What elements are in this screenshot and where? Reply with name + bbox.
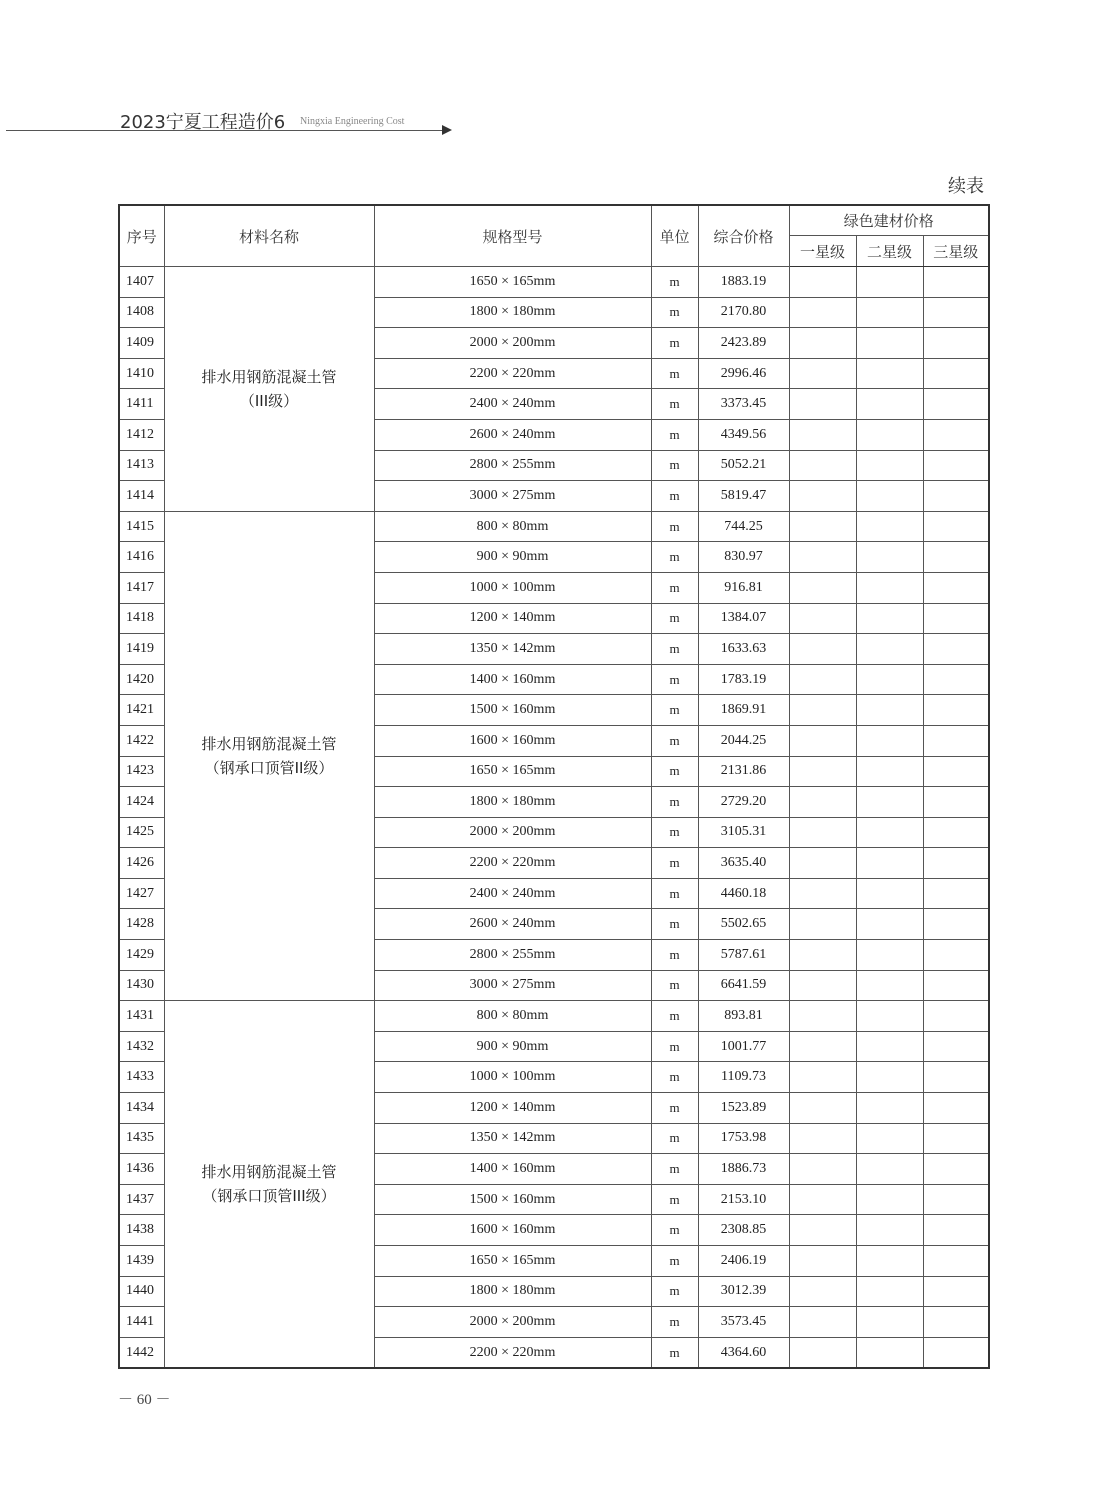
cell-unit: m <box>651 1001 698 1032</box>
cell-unit: m <box>651 542 698 573</box>
cell-unit: m <box>651 725 698 756</box>
table-body <box>119 267 989 1369</box>
cell-star1 <box>789 1001 856 1032</box>
cell-unit: m <box>651 1123 698 1154</box>
cell-spec: 800 × 80mm <box>374 1001 651 1032</box>
cell-price: 916.81 <box>698 572 789 603</box>
cell-spec: 2600 × 240mm <box>374 419 651 450</box>
cell-star3 <box>923 1246 989 1277</box>
cell-star3 <box>923 419 989 450</box>
cell-price: 1783.19 <box>698 664 789 695</box>
cell-price: 2044.25 <box>698 725 789 756</box>
cell-price: 744.25 <box>698 511 789 542</box>
cell-seq: 1420 <box>119 664 164 695</box>
cell-star3 <box>923 1307 989 1338</box>
cell-spec: 1200 × 140mm <box>374 1093 651 1124</box>
cell-star2 <box>856 695 923 726</box>
cell-star2 <box>856 817 923 848</box>
cell-unit: m <box>651 695 698 726</box>
page-number: － 60 － <box>118 1392 171 1408</box>
cell-price: 4460.18 <box>698 878 789 909</box>
cell-seq: 1411 <box>119 389 164 420</box>
cell-seq: 1441 <box>119 1307 164 1338</box>
cell-spec: 2200 × 220mm <box>374 848 651 879</box>
cell-star1 <box>789 358 856 389</box>
cell-star2 <box>856 940 923 971</box>
cell-seq: 1436 <box>119 1154 164 1185</box>
cell-spec: 1600 × 160mm <box>374 1215 651 1246</box>
cell-star3 <box>923 1031 989 1062</box>
cell-star3 <box>923 267 989 298</box>
cell-star2 <box>856 603 923 634</box>
cell-spec: 1350 × 142mm <box>374 634 651 665</box>
cell-star1 <box>789 603 856 634</box>
cell-spec: 1000 × 100mm <box>374 572 651 603</box>
cell-unit: m <box>651 1307 698 1338</box>
cell-price: 2153.10 <box>698 1184 789 1215</box>
cell-spec: 2200 × 220mm <box>374 1337 651 1368</box>
cell-price: 5819.47 <box>698 481 789 512</box>
cell-star2 <box>856 1307 923 1338</box>
cell-spec: 2000 × 200mm <box>374 328 651 359</box>
cell-spec: 1000 × 100mm <box>374 1062 651 1093</box>
cell-unit: m <box>651 817 698 848</box>
cell-seq: 1438 <box>119 1215 164 1246</box>
cell-unit: m <box>651 603 698 634</box>
cell-star1 <box>789 1337 856 1368</box>
cell-seq: 1414 <box>119 481 164 512</box>
cell-star3 <box>923 940 989 971</box>
cell-seq: 1435 <box>119 1123 164 1154</box>
cell-price: 893.81 <box>698 1001 789 1032</box>
cell-star1 <box>789 940 856 971</box>
cell-star1 <box>789 542 856 573</box>
cell-spec: 2800 × 255mm <box>374 450 651 481</box>
cell-spec: 900 × 90mm <box>374 1031 651 1062</box>
cell-star3 <box>923 1062 989 1093</box>
cell-unit: m <box>651 878 698 909</box>
cell-star3 <box>923 511 989 542</box>
cell-star1 <box>789 1154 856 1185</box>
cell-spec: 1400 × 160mm <box>374 1154 651 1185</box>
cell-seq: 1407 <box>119 267 164 298</box>
cell-star2 <box>856 267 923 298</box>
cell-seq: 1439 <box>119 1246 164 1277</box>
cell-star2 <box>856 450 923 481</box>
cell-unit: m <box>651 1031 698 1062</box>
cell-spec: 900 × 90mm <box>374 542 651 573</box>
cell-price: 1109.73 <box>698 1062 789 1093</box>
cell-star3 <box>923 542 989 573</box>
cell-star3 <box>923 1093 989 1124</box>
cell-star2 <box>856 970 923 1001</box>
cell-star2 <box>856 1031 923 1062</box>
cell-star3 <box>923 358 989 389</box>
cell-unit: m <box>651 389 698 420</box>
cell-seq: 1427 <box>119 878 164 909</box>
cell-price: 2131.86 <box>698 756 789 787</box>
cell-star3 <box>923 909 989 940</box>
cell-star1 <box>789 1246 856 1277</box>
price-table <box>118 204 990 1369</box>
cell-unit: m <box>651 297 698 328</box>
cell-star2 <box>856 481 923 512</box>
cell-price: 5052.21 <box>698 450 789 481</box>
cell-spec: 1800 × 180mm <box>374 787 651 818</box>
cell-price: 3012.39 <box>698 1276 789 1307</box>
cell-star3 <box>923 1276 989 1307</box>
cell-unit: m <box>651 848 698 879</box>
cell-material-name <box>164 511 374 1001</box>
cell-spec: 1500 × 160mm <box>374 695 651 726</box>
cell-star1 <box>789 787 856 818</box>
cell-unit: m <box>651 1215 698 1246</box>
cell-seq: 1424 <box>119 787 164 818</box>
cell-unit: m <box>651 328 698 359</box>
cell-spec: 2000 × 200mm <box>374 1307 651 1338</box>
cell-star3 <box>923 1337 989 1368</box>
cell-spec: 2600 × 240mm <box>374 909 651 940</box>
cell-star2 <box>856 1184 923 1215</box>
cell-star3 <box>923 878 989 909</box>
cell-star3 <box>923 297 989 328</box>
material-name-line1: 排水用钢筋混凝土管 <box>201 367 337 386</box>
cell-spec: 2200 × 220mm <box>374 358 651 389</box>
cell-star3 <box>923 389 989 420</box>
cell-seq: 1426 <box>119 848 164 879</box>
cell-star2 <box>856 1093 923 1124</box>
cell-star2 <box>856 1001 923 1032</box>
cell-star2 <box>856 909 923 940</box>
header-star1: 一星级 <box>789 236 856 267</box>
cell-price: 1883.19 <box>698 267 789 298</box>
cell-spec: 2400 × 240mm <box>374 878 651 909</box>
cell-price: 1384.07 <box>698 603 789 634</box>
cell-unit: m <box>651 634 698 665</box>
cell-star1 <box>789 1093 856 1124</box>
cell-star3 <box>923 725 989 756</box>
cell-star1 <box>789 1276 856 1307</box>
cell-unit: m <box>651 1062 698 1093</box>
table-row <box>119 267 989 298</box>
cell-price: 1886.73 <box>698 1154 789 1185</box>
cell-star1 <box>789 328 856 359</box>
cell-star2 <box>856 1246 923 1277</box>
cell-seq: 1432 <box>119 1031 164 1062</box>
cell-star1 <box>789 1307 856 1338</box>
cell-unit: m <box>651 909 698 940</box>
cell-spec: 1800 × 180mm <box>374 297 651 328</box>
cell-star1 <box>789 297 856 328</box>
cell-star2 <box>856 1276 923 1307</box>
cell-seq: 1415 <box>119 511 164 542</box>
cell-seq: 1408 <box>119 297 164 328</box>
cell-spec: 1200 × 140mm <box>374 603 651 634</box>
cell-star2 <box>856 542 923 573</box>
material-name-line2: （III级） <box>239 391 299 410</box>
cell-unit: m <box>651 664 698 695</box>
cell-star2 <box>856 297 923 328</box>
cell-price: 2308.85 <box>698 1215 789 1246</box>
cell-star3 <box>923 756 989 787</box>
cell-spec: 1650 × 165mm <box>374 267 651 298</box>
cell-price: 6641.59 <box>698 970 789 1001</box>
cell-star3 <box>923 1184 989 1215</box>
cell-star1 <box>789 909 856 940</box>
cell-star1 <box>789 1123 856 1154</box>
cell-star3 <box>923 328 989 359</box>
cell-price: 3573.45 <box>698 1307 789 1338</box>
cell-unit: m <box>651 787 698 818</box>
cell-spec: 2400 × 240mm <box>374 389 651 420</box>
cell-seq: 1423 <box>119 756 164 787</box>
cell-price: 1633.63 <box>698 634 789 665</box>
cell-price: 3635.40 <box>698 848 789 879</box>
cell-unit: m <box>651 1184 698 1215</box>
header-unit: 单位 <box>651 205 698 267</box>
cell-price: 5502.65 <box>698 909 789 940</box>
cell-seq: 1418 <box>119 603 164 634</box>
cell-star2 <box>856 878 923 909</box>
cell-spec: 2000 × 200mm <box>374 817 651 848</box>
cell-star1 <box>789 481 856 512</box>
cell-seq: 1440 <box>119 1276 164 1307</box>
cell-seq: 1421 <box>119 695 164 726</box>
cell-seq: 1413 <box>119 450 164 481</box>
cell-seq: 1430 <box>119 970 164 1001</box>
cell-star1 <box>789 970 856 1001</box>
cell-star2 <box>856 389 923 420</box>
material-name-line1: 排水用钢筋混凝土管 <box>201 735 337 753</box>
cell-star1 <box>789 756 856 787</box>
cell-star2 <box>856 1123 923 1154</box>
cell-star1 <box>789 725 856 756</box>
header-rule <box>6 130 446 131</box>
cell-star1 <box>789 419 856 450</box>
cell-star1 <box>789 511 856 542</box>
cell-star2 <box>856 358 923 389</box>
cell-spec: 3000 × 275mm <box>374 481 651 512</box>
cell-star3 <box>923 1001 989 1032</box>
cell-unit: m <box>651 511 698 542</box>
continued-label: 续表 <box>948 176 984 197</box>
material-name-line1: 排水用钢筋混凝土管 <box>201 1163 337 1182</box>
cell-seq: 1409 <box>119 328 164 359</box>
cell-star1 <box>789 389 856 420</box>
cell-price: 2170.80 <box>698 297 789 328</box>
cell-seq: 1412 <box>119 419 164 450</box>
header-seq: 序号 <box>119 205 164 267</box>
cell-price: 830.97 <box>698 542 789 573</box>
cell-price: 2423.89 <box>698 328 789 359</box>
header-spec: 规格型号 <box>374 205 651 267</box>
cell-star1 <box>789 1215 856 1246</box>
cell-price: 2406.19 <box>698 1246 789 1277</box>
cell-seq: 1442 <box>119 1337 164 1368</box>
arrow-right-icon <box>442 125 452 135</box>
cell-star3 <box>923 1154 989 1185</box>
cell-unit: m <box>651 756 698 787</box>
cell-seq: 1431 <box>119 1001 164 1032</box>
cell-price: 2996.46 <box>698 358 789 389</box>
cell-star1 <box>789 878 856 909</box>
table-row <box>119 511 989 542</box>
cell-star3 <box>923 848 989 879</box>
cell-star3 <box>923 1123 989 1154</box>
cell-star2 <box>856 664 923 695</box>
cell-seq: 1433 <box>119 1062 164 1093</box>
cell-seq: 1425 <box>119 817 164 848</box>
cell-star3 <box>923 970 989 1001</box>
cell-star1 <box>789 664 856 695</box>
cell-star3 <box>923 572 989 603</box>
cell-spec: 1650 × 165mm <box>374 756 651 787</box>
cell-price: 4349.56 <box>698 419 789 450</box>
cell-star3 <box>923 634 989 665</box>
cell-price: 1523.89 <box>698 1093 789 1124</box>
cell-star1 <box>789 267 856 298</box>
cell-star1 <box>789 817 856 848</box>
cell-seq: 1417 <box>119 572 164 603</box>
cell-star3 <box>923 481 989 512</box>
cell-seq: 1437 <box>119 1184 164 1215</box>
cell-star2 <box>856 787 923 818</box>
cell-price: 1753.98 <box>698 1123 789 1154</box>
cell-star1 <box>789 634 856 665</box>
cell-star3 <box>923 695 989 726</box>
cell-star3 <box>923 664 989 695</box>
cell-star1 <box>789 1184 856 1215</box>
cell-unit: m <box>651 419 698 450</box>
header-star2: 二星级 <box>856 236 923 267</box>
cell-unit: m <box>651 358 698 389</box>
cell-star1 <box>789 848 856 879</box>
cell-material-name <box>164 267 374 512</box>
cell-star2 <box>856 848 923 879</box>
cell-spec: 1400 × 160mm <box>374 664 651 695</box>
cell-seq: 1434 <box>119 1093 164 1124</box>
cell-star2 <box>856 1154 923 1185</box>
cell-unit: m <box>651 1093 698 1124</box>
cell-star1 <box>789 450 856 481</box>
journal-title: 2023宁夏工程造价6 <box>120 112 286 133</box>
cell-star3 <box>923 1215 989 1246</box>
material-name-line2: （钢承口顶管II级） <box>204 759 334 777</box>
cell-star2 <box>856 1337 923 1368</box>
cell-seq: 1422 <box>119 725 164 756</box>
cell-star1 <box>789 572 856 603</box>
running-header <box>0 100 460 140</box>
cell-star2 <box>856 511 923 542</box>
cell-unit: m <box>651 970 698 1001</box>
cell-star1 <box>789 1062 856 1093</box>
cell-unit: m <box>651 940 698 971</box>
header-star3: 三星级 <box>923 236 989 267</box>
cell-star2 <box>856 1062 923 1093</box>
cell-price: 3105.31 <box>698 817 789 848</box>
cell-seq: 1429 <box>119 940 164 971</box>
cell-spec: 800 × 80mm <box>374 511 651 542</box>
cell-unit: m <box>651 1337 698 1368</box>
header-name: 材料名称 <box>164 205 374 267</box>
cell-star1 <box>789 1031 856 1062</box>
cell-spec: 2800 × 255mm <box>374 940 651 971</box>
cell-price: 3373.45 <box>698 389 789 420</box>
cell-unit: m <box>651 267 698 298</box>
cell-seq: 1428 <box>119 909 164 940</box>
cell-star2 <box>856 572 923 603</box>
cell-spec: 1650 × 165mm <box>374 1246 651 1277</box>
cell-star3 <box>923 603 989 634</box>
table-row <box>119 1001 989 1032</box>
cell-star2 <box>856 634 923 665</box>
material-name-line2: （钢承口顶管III级） <box>202 1187 336 1206</box>
cell-star3 <box>923 817 989 848</box>
cell-star1 <box>789 695 856 726</box>
cell-unit: m <box>651 481 698 512</box>
cell-spec: 1600 × 160mm <box>374 725 651 756</box>
cell-star2 <box>856 725 923 756</box>
cell-star2 <box>856 756 923 787</box>
cell-unit: m <box>651 1276 698 1307</box>
cell-unit: m <box>651 1154 698 1185</box>
cell-price: 4364.60 <box>698 1337 789 1368</box>
cell-price: 1001.77 <box>698 1031 789 1062</box>
cell-spec: 3000 × 275mm <box>374 970 651 1001</box>
cell-unit: m <box>651 572 698 603</box>
cell-unit: m <box>651 1246 698 1277</box>
cell-star3 <box>923 450 989 481</box>
cell-star2 <box>856 1215 923 1246</box>
cell-star2 <box>856 419 923 450</box>
cell-material-name <box>164 1001 374 1369</box>
cell-star3 <box>923 787 989 818</box>
header-price: 综合价格 <box>698 205 789 267</box>
cell-price: 5787.61 <box>698 940 789 971</box>
journal-subtitle: Ningxia Engineering Cost <box>300 116 405 127</box>
cell-star2 <box>856 328 923 359</box>
cell-seq: 1416 <box>119 542 164 573</box>
cell-unit: m <box>651 450 698 481</box>
cell-spec: 1500 × 160mm <box>374 1184 651 1215</box>
cell-spec: 1350 × 142mm <box>374 1123 651 1154</box>
cell-price: 2729.20 <box>698 787 789 818</box>
cell-seq: 1419 <box>119 634 164 665</box>
cell-spec: 1800 × 180mm <box>374 1276 651 1307</box>
header-green-price: 绿色建材价格 <box>789 205 989 236</box>
cell-seq: 1410 <box>119 358 164 389</box>
cell-price: 1869.91 <box>698 695 789 726</box>
